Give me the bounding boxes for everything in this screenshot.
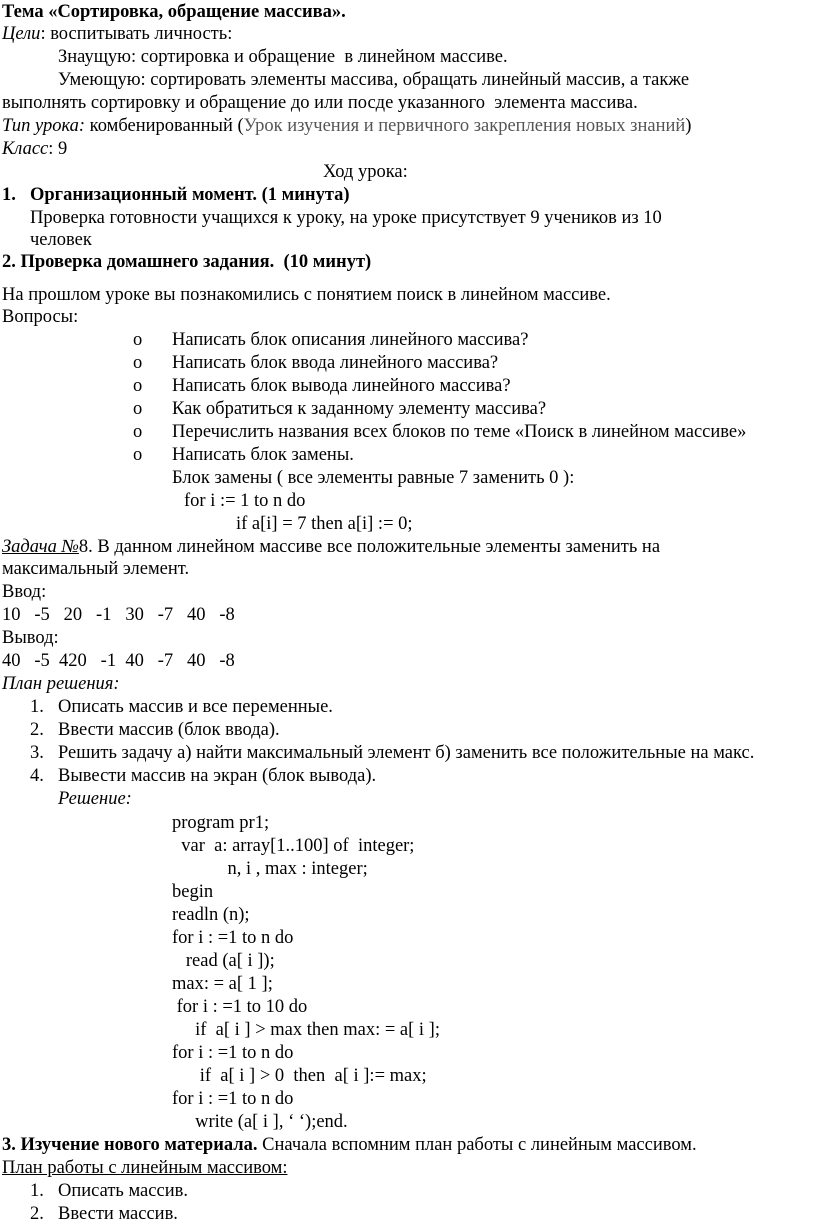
plan-item: Описать массив и все переменные. bbox=[58, 697, 333, 717]
code-line: program pr1; bbox=[172, 813, 270, 833]
replace-code-2: if a[i] = 7 then a[i] := 0; bbox=[236, 514, 413, 534]
plan-num: 1. bbox=[30, 697, 44, 717]
section1-text-2: человек bbox=[30, 230, 92, 250]
goals-label: Цели bbox=[2, 24, 41, 44]
section3-text: Сначала вспомним план работы с линейным массивом. bbox=[257, 1135, 697, 1155]
code-line: begin bbox=[172, 882, 214, 902]
code-line: max: = a[ 1 ]; bbox=[172, 974, 273, 994]
code-line: for i : =1 to n do bbox=[172, 1043, 294, 1063]
section3-plan-label: План работы с линейным массивом: bbox=[2, 1158, 288, 1178]
list-item: Написать блок замены. bbox=[172, 445, 354, 465]
plan-num: 4. bbox=[30, 766, 44, 786]
code-line: n, i , max : integer; bbox=[172, 859, 368, 879]
code-line: var a: array[1..100] of integer; bbox=[172, 836, 415, 856]
code-line: for i : =1 to n do bbox=[172, 1089, 294, 1109]
replace-code-1: for i := 1 to n do bbox=[184, 491, 306, 511]
lesson-type-line bbox=[2, 115, 691, 137]
section3-line bbox=[2, 1134, 697, 1156]
plan-item: Решить задачу а) найти максимальный элемент б) заменить все положительные на макс. bbox=[58, 743, 755, 763]
list-item: Перечислить названия всех блоков по теме «Поиск в линейном массиве» bbox=[172, 422, 747, 442]
lesson-type-text: комбенированный ( bbox=[85, 116, 244, 136]
list-bullet: o bbox=[133, 353, 143, 373]
list-item: Написать блок описания линейного массива? bbox=[172, 330, 529, 350]
lesson-type-gray: Урок изучения и первичного закрепления новых знаний bbox=[243, 116, 686, 136]
list-item: Написать блок ввода линейного массива? bbox=[172, 353, 499, 373]
section3-item: Описать массив. bbox=[58, 1181, 188, 1201]
skill-line-2: выполнять сортировку и обращение до или посде указанного элемента массива. bbox=[2, 93, 638, 113]
list-bullet: o bbox=[133, 422, 143, 442]
task-line-1 bbox=[2, 536, 660, 558]
task-text-2: максимальный элемент. bbox=[2, 559, 190, 579]
list-bullet: o bbox=[133, 445, 143, 465]
questions-label: Вопросы: bbox=[2, 307, 79, 327]
code-line: if a[ i ] > 0 then a[ i ]:= max; bbox=[172, 1066, 427, 1086]
class-text: : 9 bbox=[48, 139, 68, 159]
code-line: readln (n); bbox=[172, 905, 250, 925]
class-line bbox=[2, 138, 67, 160]
code-line: write (a[ i ], ‘ ‘);end. bbox=[172, 1112, 348, 1132]
section2-intro: На прошлом уроке вы познакомились с понятием поиск в линейном массиве. bbox=[2, 285, 611, 305]
list-item: Написать блок вывода линейного массива? bbox=[172, 376, 511, 396]
section3-title: 3. Изучение нового материала. bbox=[2, 1135, 258, 1155]
output-values: 40 -5 420 -1 40 -7 40 -8 bbox=[2, 651, 235, 671]
section1-title: Организационный момент. (1 минута) bbox=[30, 185, 350, 205]
code-line: for i : =1 to n do bbox=[172, 928, 294, 948]
plan-num: 2. bbox=[30, 720, 44, 740]
code-line: for i : =1 to 10 do bbox=[172, 997, 308, 1017]
plan-num: 3. bbox=[30, 743, 44, 763]
know-line: Знаущую: сортировка и обращение в линейном массиве. bbox=[58, 47, 508, 67]
list-bullet: o bbox=[133, 399, 143, 419]
lesson-type-label: Тип урока: bbox=[2, 116, 86, 136]
topic-heading: Тема «Сортировка, обращение массива». bbox=[2, 2, 346, 22]
input-label: Ввод: bbox=[2, 582, 47, 602]
code-line: if a[ i ] > max then max: = a[ i ]; bbox=[172, 1020, 440, 1040]
section3-num: 1. bbox=[30, 1181, 44, 1201]
section1-num: 1. bbox=[2, 185, 16, 205]
section2-title: 2. Проверка домашнего задания. (10 минут) bbox=[2, 252, 372, 272]
goals-text: : воспитывать личность: bbox=[40, 24, 233, 44]
task-label: Задача № bbox=[2, 537, 79, 557]
skill-line-1: Умеющую: сортировать элементы массива, обращать линейный массив, а также bbox=[58, 70, 690, 90]
task-text-1: 8. В данном линейном массиве все положительные элементы заменить на bbox=[78, 537, 661, 557]
lesson-type-close: ) bbox=[685, 116, 692, 136]
plan-label: План решения: bbox=[2, 674, 120, 694]
code-line: read (a[ i ]); bbox=[172, 951, 275, 971]
class-label: Класс bbox=[2, 139, 49, 159]
output-label: Вывод: bbox=[2, 628, 59, 648]
section3-num: 2. bbox=[30, 1204, 44, 1224]
input-values: 10 -5 20 -1 30 -7 40 -8 bbox=[2, 605, 235, 625]
plan-item: Вывести массив на экран (блок вывода). bbox=[58, 766, 377, 786]
section1-text-1: Проверка готовности учащихся к уроку, на уроке присутствует 9 учеников из 10 bbox=[30, 208, 662, 228]
solution-label: Решение: bbox=[58, 789, 132, 809]
list-item: Как обратиться к заданному элементу массива? bbox=[172, 399, 547, 419]
replace-block-line: Блок замены ( все элементы равные 7 заменить 0 ): bbox=[172, 468, 575, 488]
section3-item: Ввести массив. bbox=[58, 1204, 178, 1224]
list-bullet: o bbox=[133, 376, 143, 396]
goals-line bbox=[2, 23, 232, 45]
list-bullet: o bbox=[133, 330, 143, 350]
course-title: Ход урока: bbox=[323, 162, 408, 182]
plan-item: Ввести массив (блок ввода). bbox=[58, 720, 280, 740]
